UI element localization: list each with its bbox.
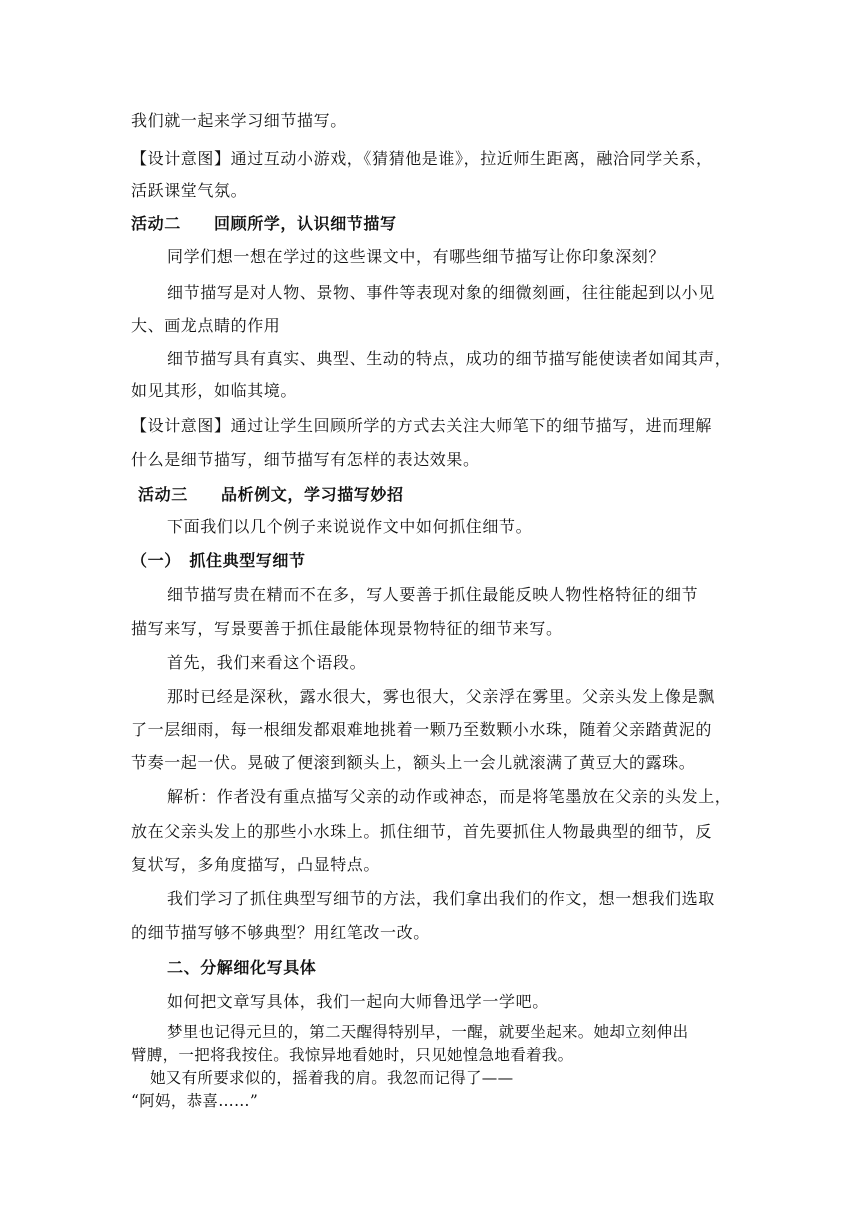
section-heading: （一） 抓住典型写细节 <box>131 551 306 570</box>
design-intent-line: 【设计意图】通过互动小游戏，《猜猜他是谁》，拉近师生距离，融洽同学关系， <box>131 149 713 168</box>
text-line: 同学们想一想在学过的这些课文中，有哪些细节描写让你印象深刻？ <box>167 247 666 266</box>
text-line: 首先，我们来看这个语段。 <box>167 653 367 672</box>
text-line: 细节描写贵在精而不在多，写人要善于抓住最能反映人物性格特征的细节 <box>167 585 699 604</box>
activity-heading: 活动二 回顾所学，认识细节描写 <box>131 214 397 233</box>
text-line: 下面我们以几个例子来说说作文中如何抓住细节。 <box>167 517 533 536</box>
activity-heading: 活动三 品析例文，学习描写妙招 <box>138 485 404 504</box>
quote-line: 臂膊，一把将我按住。我惊异地看她时，只见她惶急地看着我。 <box>131 1046 574 1064</box>
text-line: 如何把文章写具体，我们一起向大师鲁迅学一学吧。 <box>167 992 549 1011</box>
text-line: 大、画龙点睛的作用 <box>131 316 281 335</box>
quote-line: 梦里也记得元旦的，第二天醒得特别早，一醒，就要坐起来。她却立刻伸出 <box>167 1023 689 1041</box>
example-line: 那时已经是深秋，露水很大，雾也很大，父亲浮在雾里。父亲头发上像是飘 <box>167 687 715 706</box>
text-line: 描写来写，写景要善于抓住最能体现景物特征的细节来写。 <box>131 619 563 638</box>
example-line: 了一层细雨，每一根细发都艰难地挑着一颗乃至数颗小水珠，随着父亲踏黄泥的 <box>131 720 713 739</box>
analysis-line: 放在父亲头发上的那些小水珠上。抓住细节，首先要抓住人物最典型的细节，反 <box>131 822 713 841</box>
text-line: 如见其形，如临其境。 <box>131 381 298 400</box>
text-line: 细节描写是对人物、景物、事件等表现对象的细微刻画，往往能起到以小见 <box>167 283 715 302</box>
design-intent-line: 【设计意图】通过让学生回顾所学的方式去关注大师笔下的细节描写，进而理解 <box>131 416 713 435</box>
text-line: 我们就一起来学习细节描写。 <box>131 111 347 130</box>
text-line: 什么是细节描写，细节描写有怎样的表达效果。 <box>131 450 480 469</box>
analysis-line: 解析：作者没有重点描写父亲的动作或神态，而是将笔墨放在父亲的头发上， <box>167 787 732 806</box>
text-line: 细节描写具有真实、典型、生动的特点，成功的细节描写能使读者如闻其声， <box>167 349 732 368</box>
section-heading: 二、分解细化写具体 <box>167 958 317 977</box>
text-line: 我们学习了抓住典型写细节的方法，我们拿出我们的作文，想一想我们选取 <box>167 889 715 908</box>
quote-line: 她又有所要求似的，摇着我的肩。我忽而记得了—— <box>150 1069 514 1087</box>
text-line: 的细节描写够不够典型？用红笔改一改。 <box>131 923 430 942</box>
quote-line: “阿妈，恭喜……” <box>131 1092 259 1110</box>
text-line: 活跃课堂气氛。 <box>131 181 248 200</box>
example-line: 节奏一起一伏。晃破了便滚到额头上，额头上一会儿就滚满了黄豆大的露珠。 <box>131 753 696 772</box>
analysis-line: 复状写，多角度描写，凸显特点。 <box>131 855 381 874</box>
